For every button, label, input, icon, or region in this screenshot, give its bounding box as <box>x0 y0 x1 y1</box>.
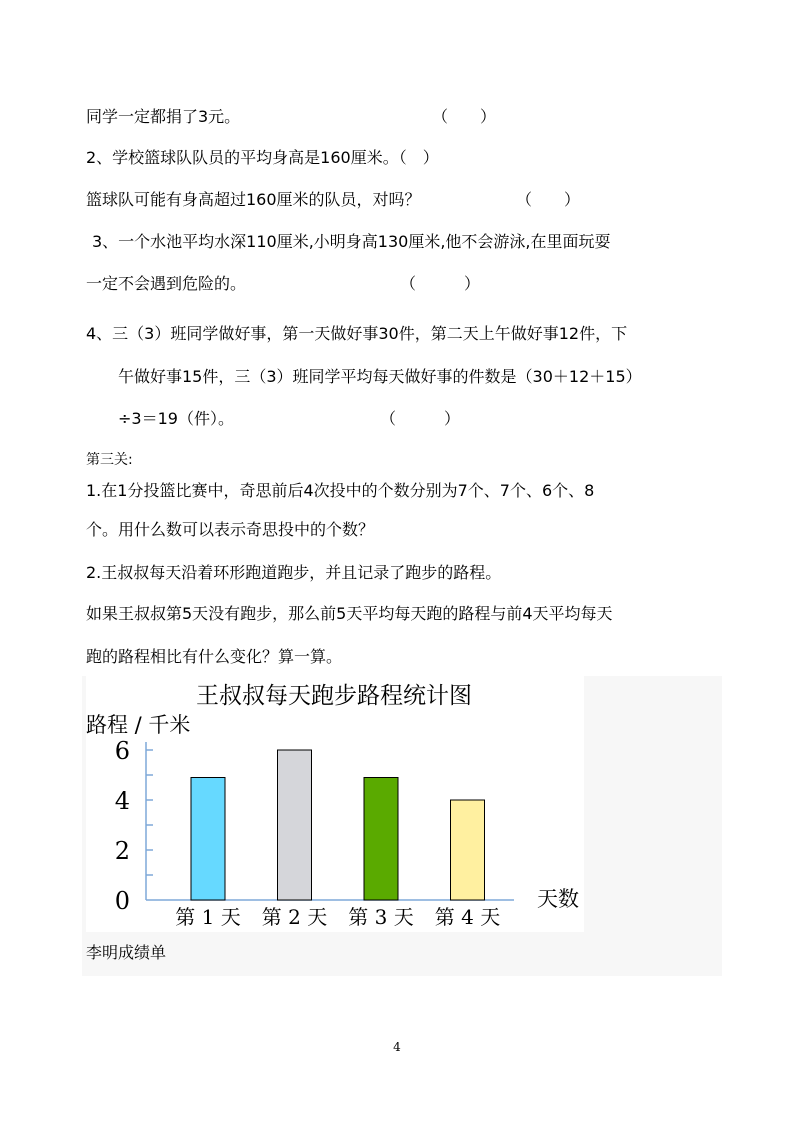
figure-caption: 李明成绩单 <box>86 943 167 962</box>
question-2: 2.王叔叔每天沿着环形跑道跑步，并且记录了跑步的路程。 <box>86 563 502 582</box>
x-tick-label: 第 3 天 <box>348 905 414 929</box>
page-number: 4 <box>393 1040 401 1054</box>
x-tick-labels <box>175 905 500 929</box>
statement-3: 3、一个水池平均水深110厘米,小明身高130厘米,他不会游泳,在里面玩耍 <box>92 232 611 251</box>
statement-4-end: ÷3＝19（件）。 <box>118 409 234 428</box>
answer-blank-2: （ ） <box>516 190 581 209</box>
x-tick-label: 第 1 天 <box>175 905 241 929</box>
y-tick-label: 6 <box>114 737 130 765</box>
question-2-cont: 如果王叔叔第5天没有跑步，那么前5天平均每天跑的路程与前4天平均每天 <box>86 604 613 623</box>
y-tick-label: 2 <box>114 837 130 865</box>
chart-bars <box>191 750 485 900</box>
bar-day-4 <box>451 800 485 900</box>
x-tick-label: 第 4 天 <box>434 905 501 929</box>
y-tick-label: 0 <box>114 887 130 915</box>
y-axis-label: 路程 / 千米 <box>86 713 191 737</box>
section-3-heading: 第三关: <box>86 452 133 468</box>
bar-day-1 <box>191 778 225 901</box>
statement-2: 2、学校篮球队队员的平均身高是160厘米。（ ） <box>86 148 439 167</box>
answer-blank-3: （ ） <box>400 274 481 293</box>
bar-day-3 <box>364 778 398 901</box>
answer-blank-4: （ ） <box>380 409 461 428</box>
bar-day-2 <box>278 750 312 900</box>
running-distance-bar-chart <box>86 676 586 936</box>
statement-3-end: 一定不会遇到危险的。 <box>86 274 247 293</box>
question-1: 1.在1分投篮比赛中，奇思前后4次投中的个数分别为7个、7个、6个、8 <box>86 481 595 500</box>
statement-4-cont: 午做好事15件，三（3）班同学平均每天做好事的件数是（30＋12＋15） <box>118 367 642 386</box>
question-2-end: 跑的路程相比有什么变化？算一算。 <box>86 647 343 666</box>
x-tick-label: 第 2 天 <box>261 905 328 929</box>
answer-blank-1: （ ） <box>432 107 497 126</box>
y-tick-label: 4 <box>114 787 130 815</box>
question-1-cont: 个。用什么数可以表示奇思投中的个数？ <box>86 520 375 539</box>
x-axis-label: 天数 <box>537 887 579 911</box>
statement-4: 4、三（3）班同学做好事，第一天做好事30件，第二天上午做好事12件，下 <box>86 324 628 343</box>
chart-title: 王叔叔每天跑步路程统计图 <box>196 683 472 709</box>
statement-1-end: 同学一定都捐了3元。 <box>86 107 241 126</box>
y-tick-labels <box>115 737 130 915</box>
statement-2-question: 篮球队可能有身高超过160厘米的队员，对吗？ <box>86 190 421 209</box>
